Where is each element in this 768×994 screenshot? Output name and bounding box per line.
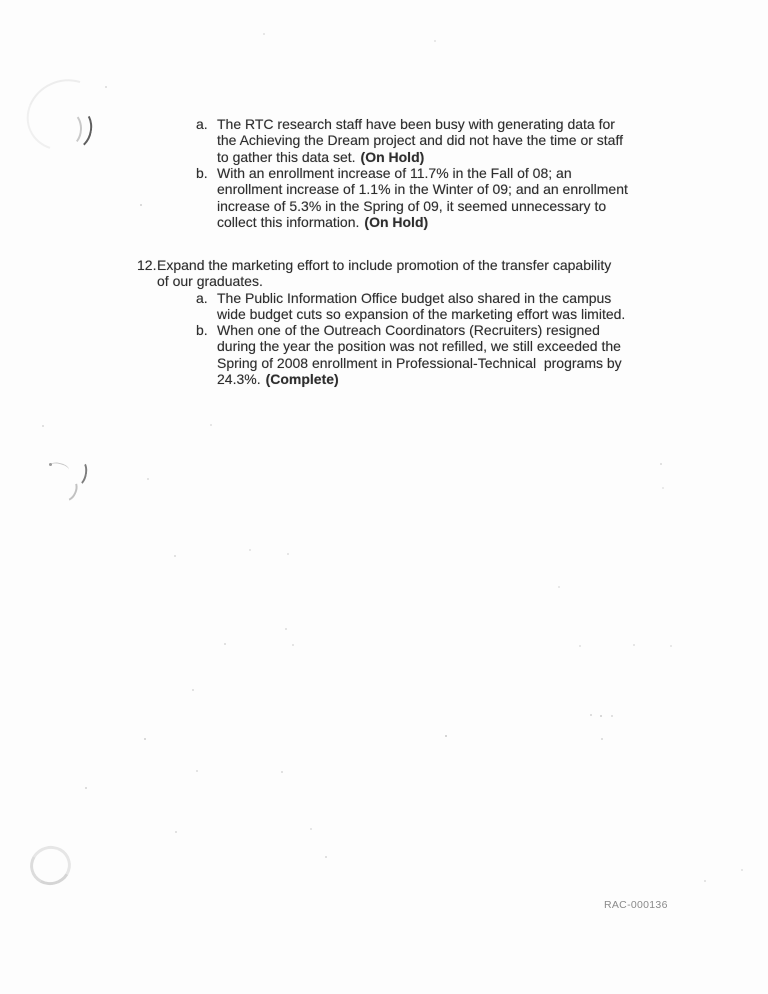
list-item: [217, 116, 623, 165]
text-line: Expand the marketing effort to include promotion of the transfer capability: [157, 257, 612, 273]
text-run: 24.3%.: [217, 370, 261, 387]
text-line: When one of the Outreach Coordinators (Recruiters) resigned: [217, 322, 600, 338]
text-line: With an enrollment increase of 11.7% in the Fall of 08; an: [217, 165, 572, 181]
bates-number-stamp: RAC-000136: [604, 899, 668, 911]
list-marker-12a: a.: [196, 290, 208, 306]
status-on-hold: (On Hold): [364, 213, 429, 230]
status-complete: (Complete): [265, 370, 339, 387]
text-line: The RTC research staff have been busy with generating data for: [217, 116, 615, 132]
text-line: [217, 306, 630, 322]
text-run: wide budget cuts so expansion of the marketing effort was limited.: [217, 306, 626, 323]
text-line: Spring of 2008 enrollment in Professional-Technical programs by: [217, 354, 622, 371]
scan-curl-mark-mid-left-2: [54, 474, 82, 505]
status-on-hold: (On Hold): [360, 148, 425, 165]
text-line: The Public Information Office budget also shared in the campus: [217, 290, 612, 306]
text-line: during the year the position was not refilled, we still exceeded the: [217, 338, 621, 355]
text-line: enrollment increase of 1.1% in the Winter of 09; and an enrollment: [217, 181, 628, 198]
text-line: [157, 273, 611, 289]
scan-smudge-mid-left: [49, 461, 70, 474]
list-item: [217, 322, 622, 387]
scan-smudge-dot: [49, 463, 52, 466]
text-line: increase of 5.3% in the Spring of 09, it seemed unnecessary to: [217, 197, 607, 214]
scan-curl-mark-mid-left: [70, 459, 89, 487]
list-item: [217, 165, 628, 230]
page-curl-shadow-top-left: [15, 67, 115, 163]
text-run: to gather this data set.: [217, 148, 356, 165]
page-curl-echo-mark: [57, 112, 82, 147]
text-run: collect this information.: [217, 213, 360, 230]
scanner-speckles: [0, 0, 2, 2]
punch-hole-ring: [26, 841, 76, 889]
page-curl-dark-mark: [60, 107, 96, 151]
text-line: [217, 214, 628, 230]
list-marker-b: b.: [196, 165, 208, 181]
text-line: [217, 371, 622, 387]
list-item-12: [157, 257, 611, 290]
list-item: [217, 290, 630, 323]
text-line: the Achieving the Dream project and did not have the time or staff: [217, 132, 623, 149]
list-marker-12b: b.: [196, 322, 208, 338]
text-line: [217, 149, 623, 165]
list-marker-12: 12.: [137, 257, 157, 273]
list-marker-a: a.: [196, 116, 208, 132]
text-run: of our graduates.: [157, 273, 263, 290]
